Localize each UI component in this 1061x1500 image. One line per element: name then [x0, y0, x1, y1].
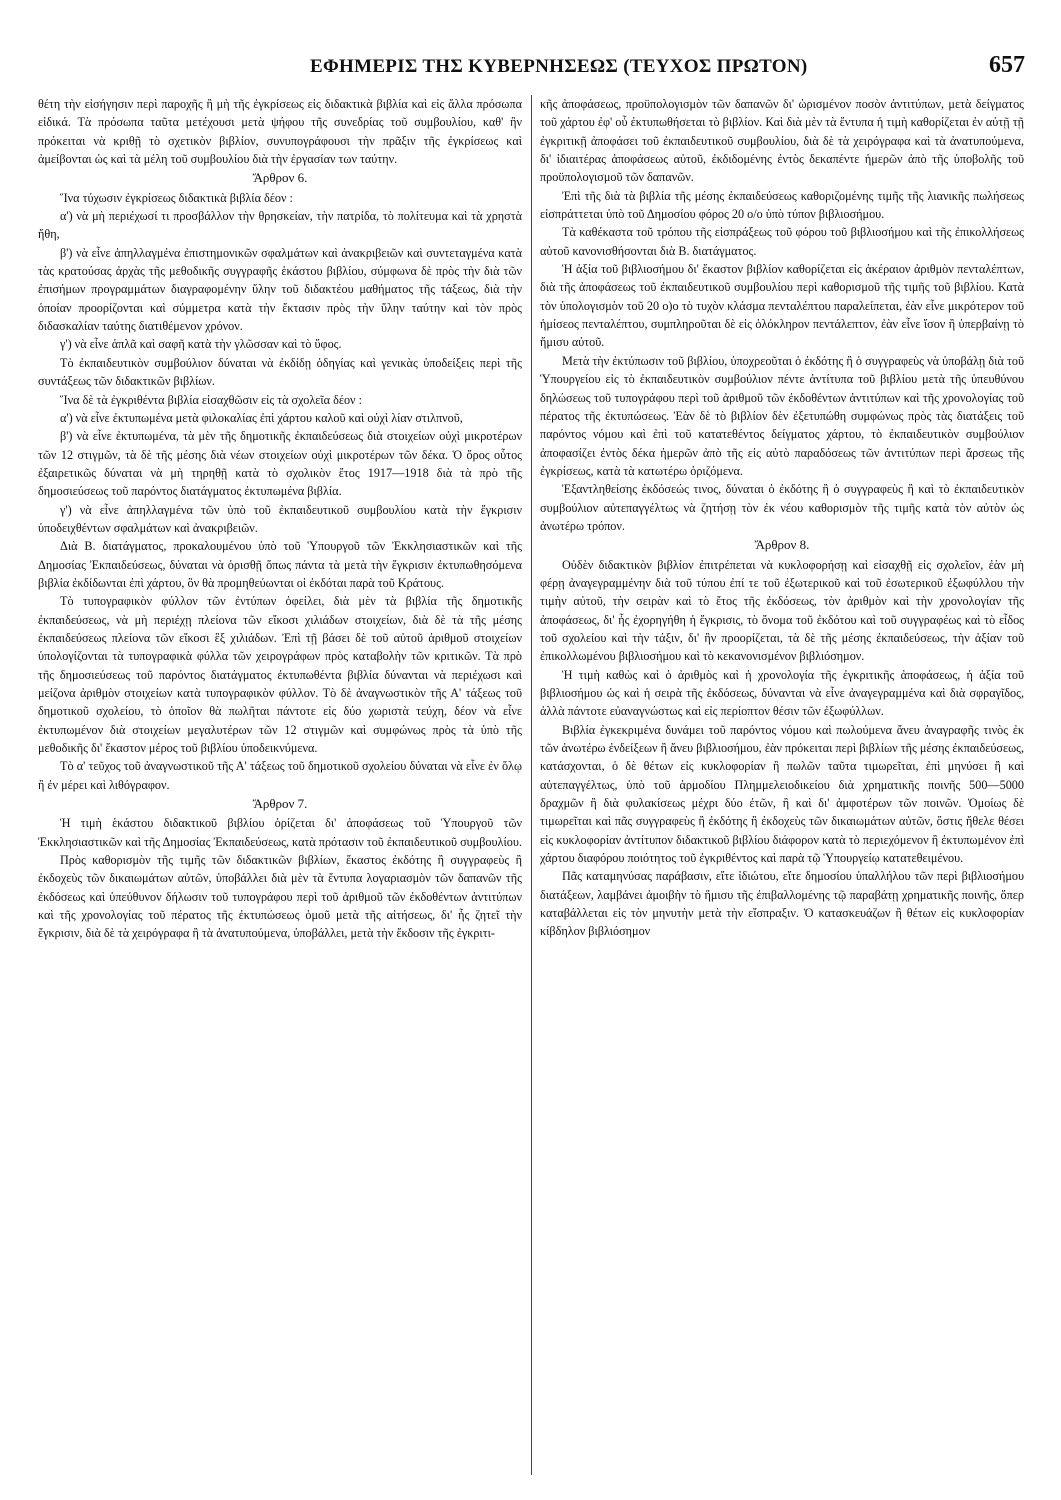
paragraph: Ἡ τιμὴ ἑκάστου διδακτικοῦ βιβλίου ὁρίζεται δι' ἀποφάσεως τοῦ Ὑπουργοῦ τῶν Ἐκκλησιαστικῶν καὶ τῆς Δημοσίας Ἐκπαιδεύσεως, κατὰ πρότασιν τοῦ ἐκπαιδευτικοῦ συμβουλίου.: [38, 816, 522, 849]
paragraph: Ἡ τιμὴ καθὼς καὶ ὁ ἀριθμὸς καὶ ἡ χρονολογία τῆς ἐγκριτικῆς ἀποφάσεως, ἡ ἀξία τοῦ βιβλιοσήμου ὡς καὶ ἡ σειρὰ τῆς ἐκδόσεως, δύνανται νὰ εἶνε ἀναγεγραμμένα καὶ διὰ σφραγῖδος, ἀλλὰ πάντοτε εὐαναγνώστως καὶ εἰς περίοπτον θέσιν τῶν ἐξωφύλλων.: [540, 667, 1024, 719]
right-column: [540, 95, 1024, 1475]
paragraph: γ') νὰ εἶνε ἁπλᾶ καὶ σαφῆ κατὰ τὴν γλῶσσαν καὶ τὸ ὕφος.: [60, 337, 342, 352]
paragraph: Τὸ α' τεῦχος τοῦ ἀναγνωστικοῦ τῆς Α' τάξεως τοῦ δημοτικοῦ σχολείου δύναται νὰ εἶνε ἐν ὅλῳ ἢ ἐν μέρει καὶ λιθόγραφον.: [38, 759, 522, 792]
paragraph: Ἡ ἀξία τοῦ βιβλιοσήμου δι' ἕκαστον βιβλίον καθορίζεται εἰς ἀκέραιον ἀριθμὸν πενταλέπτων, διὰ τῆς ἀποφάσεως τοῦ ἐκπαιδευτικοῦ συμβουλίου περὶ καθορισμοῦ τῆς τιμῆς τοῦ βιβλίου. Κατὰ τὸν ὑπολογισμὸν τοῦ 20 ο)ο τὸ τυχὸν κλάσμα πενταλέπτου παραλείπεται, ἐὰν εἶνε μικρότερον τοῦ ἡμίσεος πενταλέπτου, συμπληροῦται δὲ εἰς ὁλόκληρον πεντάλεπτον, ἐὰν εἶνε ἴσον ἢ ὑπερβαίνῃ τὸ ἥμισυ αὐτοῦ.: [540, 262, 1024, 350]
paragraph: θέτη τὴν εἰσήγησιν περὶ παροχῆς ἢ μὴ τῆς ἐγκρίσεως εἰς διδακτικὰ βιβλία καὶ εἰς ἄλλα πρόσωπα εἰδικά. Τὰ πρόσωπα ταῦτα μετέχουσι μετὰ ψήφου τῆς συνεδρίας τοῦ συμβουλίου, καθ' ἣν πρόκειται νὰ κριθῇ τὸ σχετικὸν βιβλίον, συνυπογράφουσι τὴν πρᾶξιν τῆς ἐγκρίσεως καὶ ἀμείβονται ὡς καὶ τὰ μέλη τοῦ συμβουλίου διὰ τὴν ἐργασίαν των ταύτην.: [38, 97, 522, 167]
article-8-heading: Ἄρθρον 8.: [754, 537, 810, 553]
page-header: [40, 50, 1025, 86]
article-6-heading: Ἄρθρον 6.: [252, 170, 308, 186]
paragraph: Τὸ ἐκπαιδευτικὸν συμβούλιον δύναται νὰ ἐκδίδῃ ὁδηγίας καὶ γενικὰς ὑποδείξεις περὶ τῆς συντάξεως τῶν διδακτικῶν βιβλίων.: [38, 355, 522, 389]
gazette-title: ΕΦΗΜΕΡΙΣ ΤΗΣ ΚΥΒΕΡΝΗΣΕΩΣ (ΤΕΥΧΟΣ ΠΡΩΤΟΝ): [310, 56, 808, 77]
paragraph: Ἐξαντληθείσης ἐκδόσεώς τινος, δύναται ὁ ἐκδότης ἢ ὁ συγγραφεὺς ἢ καὶ τὸ ἐκπαιδευτικὸν συμβούλιον αὐτεπαγγέλτως νὰ ζητήσῃ τὸν ἐκ νέου καθορισμὸν τῆς τιμῆς κατὰ τὸν αὐτὸν ὡς ἀνωτέρω τρόπον.: [540, 482, 1024, 533]
column-divider: [531, 95, 532, 1475]
paragraph: Μετὰ τὴν ἐκτύπωσιν τοῦ βιβλίου, ὑποχρεοῦται ὁ ἐκδότης ἢ ὁ συγγραφεὺς νὰ ὑποβάλῃ διὰ τοῦ Ὑπουργείου εἰς τὸ ἐκπαιδευτικὸν συμβούλιον πέντε ἀντίτυπα τοῦ βιβλίου μετὰ τῆς ὑπευθύνου δηλώσεως τοῦ τυπογράφου περὶ τοῦ ἀριθμοῦ τῶν ἐκδοθέντων ἀντιτύπων καὶ τῆς χρονολογίας τοῦ πέρατος τῆς ἐκτυπώσεως. Ἐὰν δὲ τὸ βιβλίον δὲν ἐξετυπώθη συμφώνως πρὸς τὰς διατάξεις τοῦ παρόντος νόμου καὶ ἐπὶ τοῦ κατατεθέντος δείγματος χάρτου, τὸ ἐκπαιδευτικὸν συμβούλιον ἀποφασίζει ἐντὸς δέκα ἡμερῶν ἀπὸ τῆς εἰς αὐτὸ παραδόσεως τῶν ἀντιτύπων περὶ ἄρσεως τῆς ἐγκρίσεως, κατὰ τὰ κατωτέρω ὁριζόμενα.: [540, 353, 1024, 478]
article-7-heading: Ἄρθρον 7.: [252, 796, 308, 812]
paragraph: Τὸ τυπογραφικὸν φύλλον τῶν ἐντύπων ὀφείλει, διὰ μὲν τὰ βιβλία τῆς δημοτικῆς ἐκπαιδεύσεως, νὰ μὴ περιέχῃ πλείονα τῶν εἴκοσι χιλιάδων στοιχείων, διὰ δὲ τὰ τῆς μέσης ἐκπαιδεύσεως πλείονα τῶν εἴκοσι ἓξ χιλιάδων. Ἐπὶ τῇ βάσει δὲ τοῦ αὐτοῦ ἀριθμοῦ στοιχείων ὑπολογίζονται τὰ τυπογραφικὰ φύλλα τῶν χειρογράφων πρὸς καταβολὴν τῶν κριτικῶν. Τὰ πρὸ τῆς δημοσιεύσεως τοῦ παρόντος διατάγματος ἐκτυπωθέντα βιβλία δύνανται νὰ περιέχωσι καὶ μείζονα ἀριθμὸν στοιχείων κατὰ τυπογραφικὸν φύλλον. Τὸ δὲ ἀναγνωστικὸν τῆς Α' τάξεως τοῦ δημοτικοῦ σχολείου, τὸ ὁποῖον θὰ πωλῆται πάντοτε εἰς δύο χωριστὰ τεύχη, δέον νὰ εἶνε ἐκτυπωμένον διὰ στοιχείων μεγαλυτέρων τῶν 12 στιγμῶν καὶ συμφώνως πρὸς τὰ ὑπὸ τῆς μεθοδικῆς δι' ἕκαστον μέρος τοῦ βιβλίου ὑποδεικνύμενα.: [38, 594, 522, 756]
paragraph: Ἐπὶ τῆς διὰ τὰ βιβλία τῆς μέσης ἐκπαιδεύσεως καθοριζομένης τιμῆς τῆς λιανικῆς πωλήσεως εἰσπράττεται ὑπὸ τοῦ Δημοσίου φόρος 20 ο/ο ὑπὸ τύπον βιβλιοσήμου.: [540, 188, 1024, 222]
paragraph: Οὐδὲν διδακτικὸν βιβλίον ἐπιτρέπεται νὰ κυκλοφορήσῃ καὶ εἰσαχθῇ εἰς σχολεῖον, ἐὰν μὴ φέρῃ ἀναγεγραμμένην διὰ τοῦ τύπου ἐπί τε τοῦ ἐξωτερικοῦ καὶ τοῦ ἐσωτερικοῦ ἐξωφύλλου τὴν τιμὴν αὐτοῦ, τὴν σειρὰν καὶ τὸ ἔτος τῆς ἐκδόσεως, τὸν ἀριθμὸν καὶ τὴν χρονολογίαν τῆς ἀποφάσεως, δι' ἧς ἐχορηγήθη ἡ ἔγκρισις, τὸ ὄνομα τοῦ ἐκδότου καὶ τοῦ συγγραφέως καὶ τὸ εἶδος τοῦ σχολείου καὶ τὴν τάξιν, δι' ἣν προορίζεται, τὰ δὲ τῆς μέσης ἐκπαιδεύσεως, τὴν ἀξίαν τοῦ ἐπικολλωμένου βιβλιοσήμου καὶ τὸ κεκανονισμένον βιβλιόσημον.: [540, 557, 1024, 664]
paragraph: Ἵνα δὲ τὰ ἐγκριθέντα βιβλία εἰσαχθῶσιν εἰς τὰ σχολεῖα δέον :: [60, 392, 362, 407]
paragraph: Τὰ καθέκαστα τοῦ τρόπου τῆς εἰσπράξεως τοῦ φόρου τοῦ βιβλιοσήμου καὶ τῆς ἐπικολλήσεως αὐτοῦ κανονισθήσονται διὰ Β. διατάγματος.: [540, 225, 1024, 258]
paragraph: β') νὰ εἶνε ἀπηλλαγμένα ἐπιστημονικῶν σφαλμάτων καὶ ἀνακριβειῶν καὶ συντεταγμένα κατὰ τὰς κρατούσας ἀρχὰς τῆς μεθοδικῆς συγγραφῆς ἑκάστου βιβλίου, σύμφωνα δὲ πρὸς τὴν διὰ τῶν ἐπισήμων προγραμμάτων διαγραφομένην ὕλην τοῦ διδακτέου μαθήματος τῆς τάξεως, διὰ τὴν ὁποίαν προορίζονται καὶ σύμμετρα κατὰ τὴν ἔκτασιν πρὸς τὴν ὕλην ταύτην καὶ τὸν πρὸς διδασκαλίαν ταύτης διατιθέμενον χρόνον.: [38, 245, 522, 334]
paragraph: β') νὰ εἶνε ἐκτυπωμένα, τὰ μὲν τῆς δημοτικῆς ἐκπαιδεύσεως διὰ στοιχείων οὐχὶ μικροτέρων τῶν 12 στιγμῶν, τὰ δὲ τῆς μέσης διὰ νέων στοιχείων οὐχὶ μικροτέρων τῶν δέκα. Ὁ ὅρος οὗτος ἐξαιρετικῶς δύναται νὰ μὴ τηρηθῇ κατὰ τὸ σχολικὸν ἔτος 1917—1918 διὰ τὰ πρὸ τῆς δημοσιεύσεως τοῦ παρόντος διατάγματος ἐκτυπωμένα βιβλία.: [38, 429, 522, 499]
paragraph: κῆς ἀποφάσεως, προϋπολογισμὸν τῶν δαπανῶν δι' ὡρισμένον ποσὸν ἀντιτύπων, μετὰ δείγματος τοῦ χάρτου ἐφ' οὗ ἐκτυπωθήσεται τὸ βιβλίον. Καὶ διὰ μὲν τὰ ἔντυπα ἡ τιμὴ καθορίζεται ἐν αὐτῇ τῇ ἐγκριτικῇ ἀποφάσει τοῦ ἐκπαιδευτικοῦ συμβουλίου, διὰ δὲ τὰ χειρόγραφα καὶ τὰ ἀνατυπούμενα, δι' ἰδιαιτέρας ἀποφάσεως αὐτοῦ, ἐκδιδομένης ἐντὸς δεκαπέντε ἡμερῶν ἀπὸ τῆς ὑποβολῆς τοῦ προϋπολογισμοῦ τῶν δαπανῶν.: [540, 97, 1024, 185]
paragraph: α') νὰ εἶνε ἐκτυπωμένα μετὰ φιλοκαλίας ἐπὶ χάρτου καλοῦ καὶ οὐχὶ λίαν στιλπνοῦ,: [60, 410, 463, 425]
page-number: 657: [989, 52, 1025, 78]
left-column: [38, 95, 522, 1475]
paragraph: α') νὰ μὴ περιέχωσί τι προσβάλλον τὴν θρησκείαν, τὴν πατρίδα, τὸ πολίτευμα καὶ τὰ χρηστὰ ἤθη,: [38, 209, 522, 242]
paragraph: γ') νὰ εἶνε ἀπηλλαγμένα τῶν ὑπὸ τοῦ ἐκπαιδευτικοῦ συμβουλίου κατὰ τὴν ἔγκρισιν ὑποδειχθέντων σφαλμάτων καὶ ἀνακριβειῶν.: [38, 502, 522, 535]
paragraph: Βιβλία ἐγκεκριμένα δυνάμει τοῦ παρόντος νόμου καὶ πωλούμενα ἄνευ ἀναγραφῆς τινὸς ἐκ τῶν ἀνωτέρω ἐνδείξεων ἢ ἄνευ βιβλιοσήμου, ἐὰν πρόκειται περὶ βιβλίων τῆς μέσης ἐκπαιδεύσεως, κατάσχονται, ὁ δὲ θέτων εἰς κυκλοφορίαν ἢ πωλῶν ταῦτα τιμωρεῖται, ἐπὶ μηνύσει ἢ καὶ αὐτεπαγγέλτως, ὑπὸ τοῦ ἁρμοδίου Πλημμελειοδικείου διὰ χρηματικῆς ποινῆς 500—5000 δραχμῶν ἢ διὰ φυλακίσεως μέχρι δύο ἐτῶν, ἢ καὶ δι' ἀμφοτέρων τῶν ποινῶν. Ὁμοίως δὲ τιμωρεῖται καὶ πᾶς συγγραφεὺς ἢ ἐκδότης ἢ ἐκδοχεὺς τῶν δικαιωμάτων αὐτῶν, ὅστις ἤθελε θέσει εἰς κυκλοφορίαν ἀντίτυπον διδακτικοῦ βιβλίου διάφορον κατὰ τὸ περιεχόμενον ἢ ἐκτυπωμένον ἐπὶ χάρτου διαφόρου ποιότητος τοῦ ἐγκριθέντος καὶ παρὰ τῷ Ὑπουργείῳ κατατεθειμένου.: [540, 722, 1024, 866]
paragraph: Διὰ Β. διατάγματος, προκαλουμένου ὑπὸ τοῦ Ὑπουργοῦ τῶν Ἐκκλησιαστικῶν καὶ τῆς Δημοσίας Ἐκπαιδεύσεως, δύναται νὰ ὁρισθῇ ὅπως πάντα τὰ μετὰ τὴν ἔγκρισιν ἐκτυπωθησόμενα βιβλία ἐκδίδωνται ἐπὶ χάρτου, ὃν θὰ προμηθεύωνται οἱ ἐκδόται παρὰ τοῦ Κράτους.: [38, 539, 522, 590]
paragraph: Πᾶς καταμηνύσας παράβασιν, εἴτε ἰδιώτου, εἴτε δημοσίου ὑπαλλήλου τῶν περὶ βιβλιοσήμου διατάξεων, λαμβάνει ἀμοιβὴν τὸ ἥμισυ τῆς ἐπιβαλλομένης τῷ παραβάτῃ χρηματικῆς ποινῆς, ὅπερ καταβάλλεται εἰς τὸν μηνυτὴν μετὰ τὴν εἴσπραξιν. Ὁ κατασκευάζων ἢ θέτων εἰς κυκλοφορίαν κίβδηλον βιβλιόσημον: [540, 869, 1024, 939]
paragraph: Ἵνα τύχωσιν ἐγκρίσεως διδακτικὰ βιβλία δέον :: [60, 190, 293, 205]
paragraph: Πρὸς καθορισμὸν τῆς τιμῆς τῶν διδακτικῶν βιβλίων, ἕκαστος ἐκδότης ἢ συγγραφεὺς ἢ ἐκδοχεὺς τῶν δικαιωμάτων αὐτῶν, ὑποβάλλει διὰ μὲν τὰ ἔντυπα λογαριασμὸν τῶν δαπανῶν τῆς ἐκδόσεως καὶ ὑπεύθυνον δήλωσιν τοῦ τυπογράφου περὶ τοῦ ἀριθμοῦ τῶν ἐκδοθέντων ἀντιτύπων καὶ τῆς χρονολογίας τοῦ πέρατος τῆς ἐκτυπώσεως ὁμοῦ μετὰ τῆς αἰτήσεως, δι' ἧς ζητεῖ τὴν ἔγκρισιν, διὰ δὲ τὰ χειρόγραφα ἢ τὰ ἀνατυπούμενα, ὑποβάλλει, μετὰ τὴν ἔκδοσιν τῆς ἐγκριτι-: [38, 853, 522, 941]
